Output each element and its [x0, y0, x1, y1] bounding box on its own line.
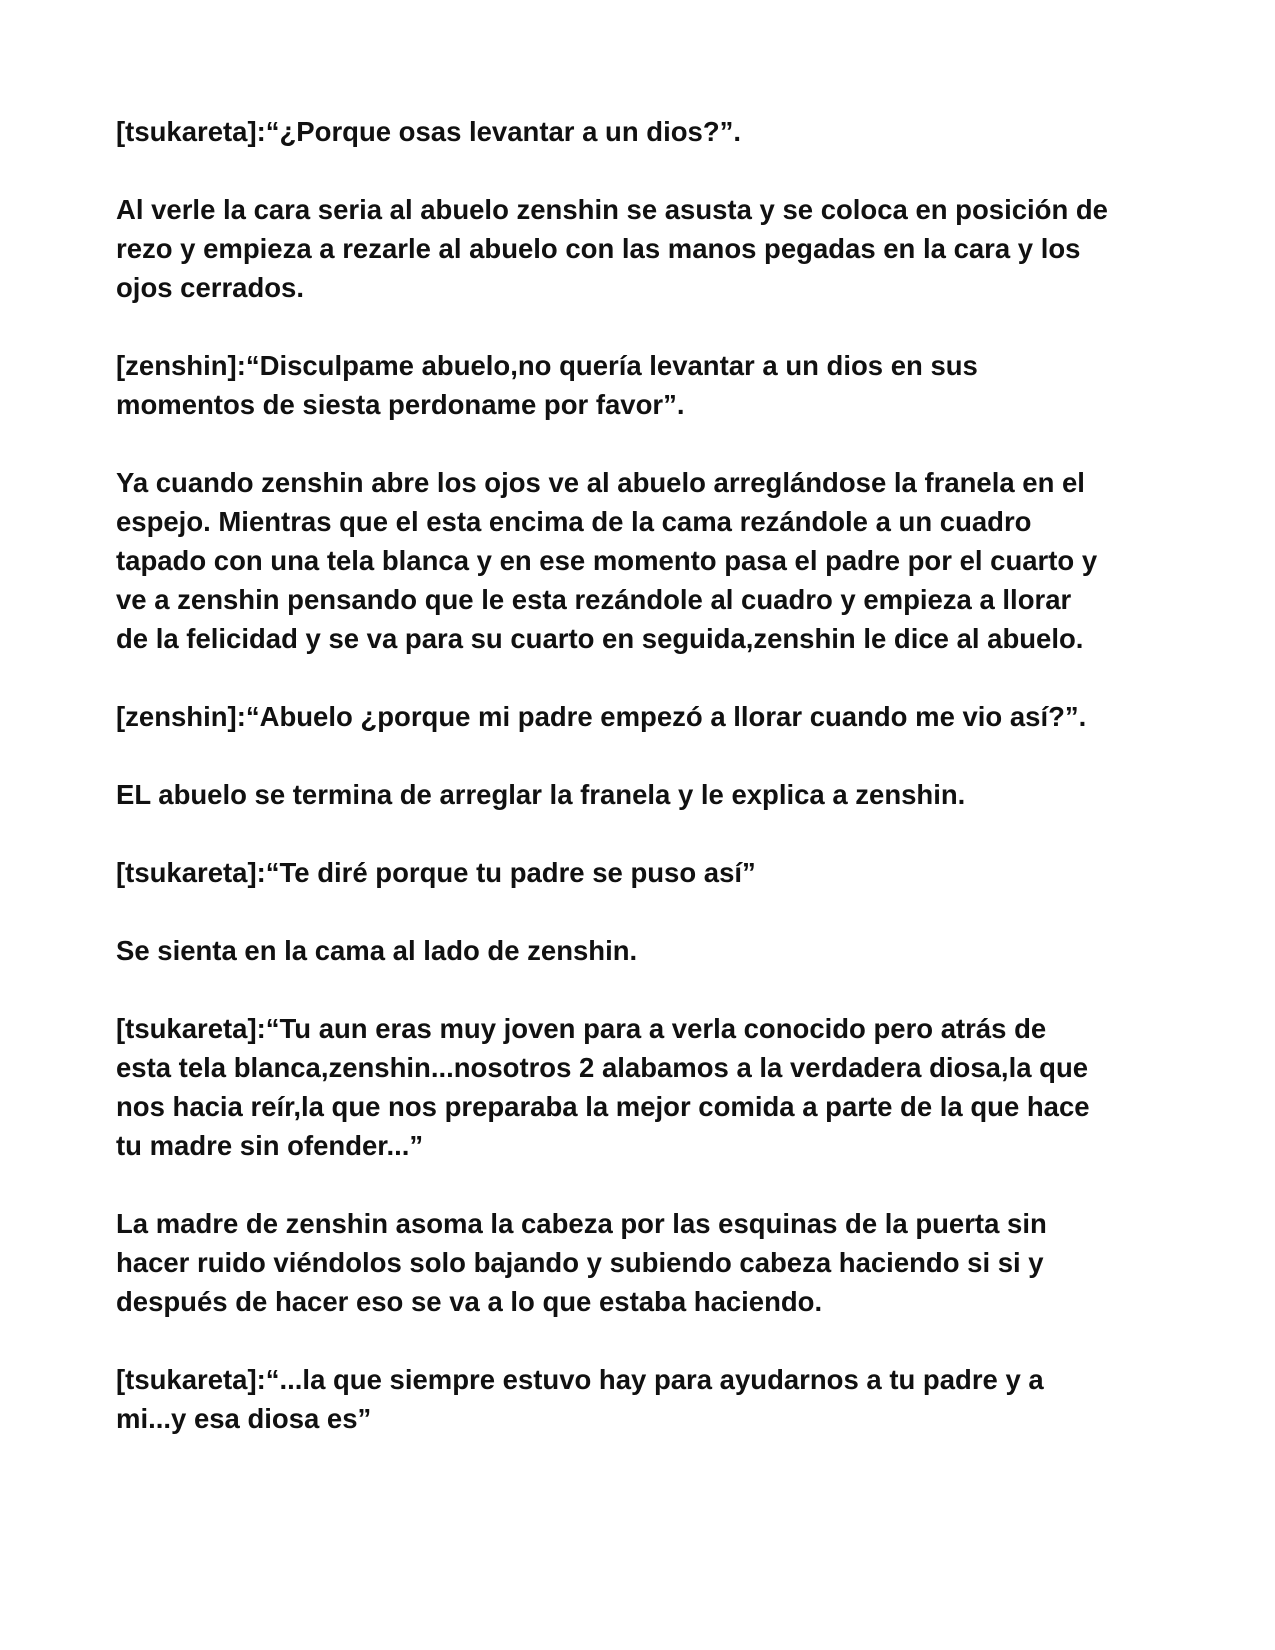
paragraph-2: Al verle la cara seria al abuelo zenshin se asusta y se coloca en posición de rezo y empieza a rezarle al abuelo con las manos pegadas en la cara y los ojos cerrados. [116, 194, 1108, 303]
paragraph-4: Ya cuando zenshin abre los ojos ve al abuelo arreglándose la franela en el espejo. Mientras que el esta encima de la cama rezándole a un cuadro tapado con una tela blanca y en ese momento pasa el padre por el cuarto y ve a zenshin pensando que le esta rezándole al cuadro y empieza a llorar de la felicidad y se va para su cuarto en seguida,zenshin le dice al abuelo. [116, 467, 1098, 654]
paragraph-5: [zenshin]:“Abuelo ¿porque mi padre empezó a llorar cuando me vio así?”. [116, 701, 1087, 732]
document-body [116, 112, 1156, 1477]
paragraph-7: [tsukareta]:“Te diré porque tu padre se puso así” [116, 857, 756, 888]
paragraph-9: [tsukareta]:“Tu aun eras muy joven para a verla conocido pero atrás de esta tela blanca,zenshin...nosotros 2 alabamos a la verdadera diosa,la que nos hacia reír,la que nos preparaba la mejor comida a parte de la que hace tu madre sin ofender...” [116, 1013, 1090, 1161]
paragraph-11: [tsukareta]:“...la que siempre estuvo hay para ayudarnos a tu padre y a mi...y esa diosa es” [116, 1364, 1044, 1434]
paragraph-3: [zenshin]:“Disculpame abuelo,no quería levantar a un dios en sus momentos de siesta perdoname por favor”. [116, 350, 978, 420]
paragraph-8: Se sienta en la cama al lado de zenshin. [116, 935, 638, 966]
paragraph-10: La madre de zenshin asoma la cabeza por las esquinas de la puerta sin hacer ruido viéndolos solo bajando y subiendo cabeza haciendo si si y después de hacer eso se va a lo que estaba haciendo. [116, 1208, 1047, 1317]
paragraph-1: [tsukareta]:“¿Porque osas levantar a un dios?”. [116, 116, 742, 147]
paragraph-6: EL abuelo se termina de arreglar la franela y le explica a zenshin. [116, 779, 966, 810]
